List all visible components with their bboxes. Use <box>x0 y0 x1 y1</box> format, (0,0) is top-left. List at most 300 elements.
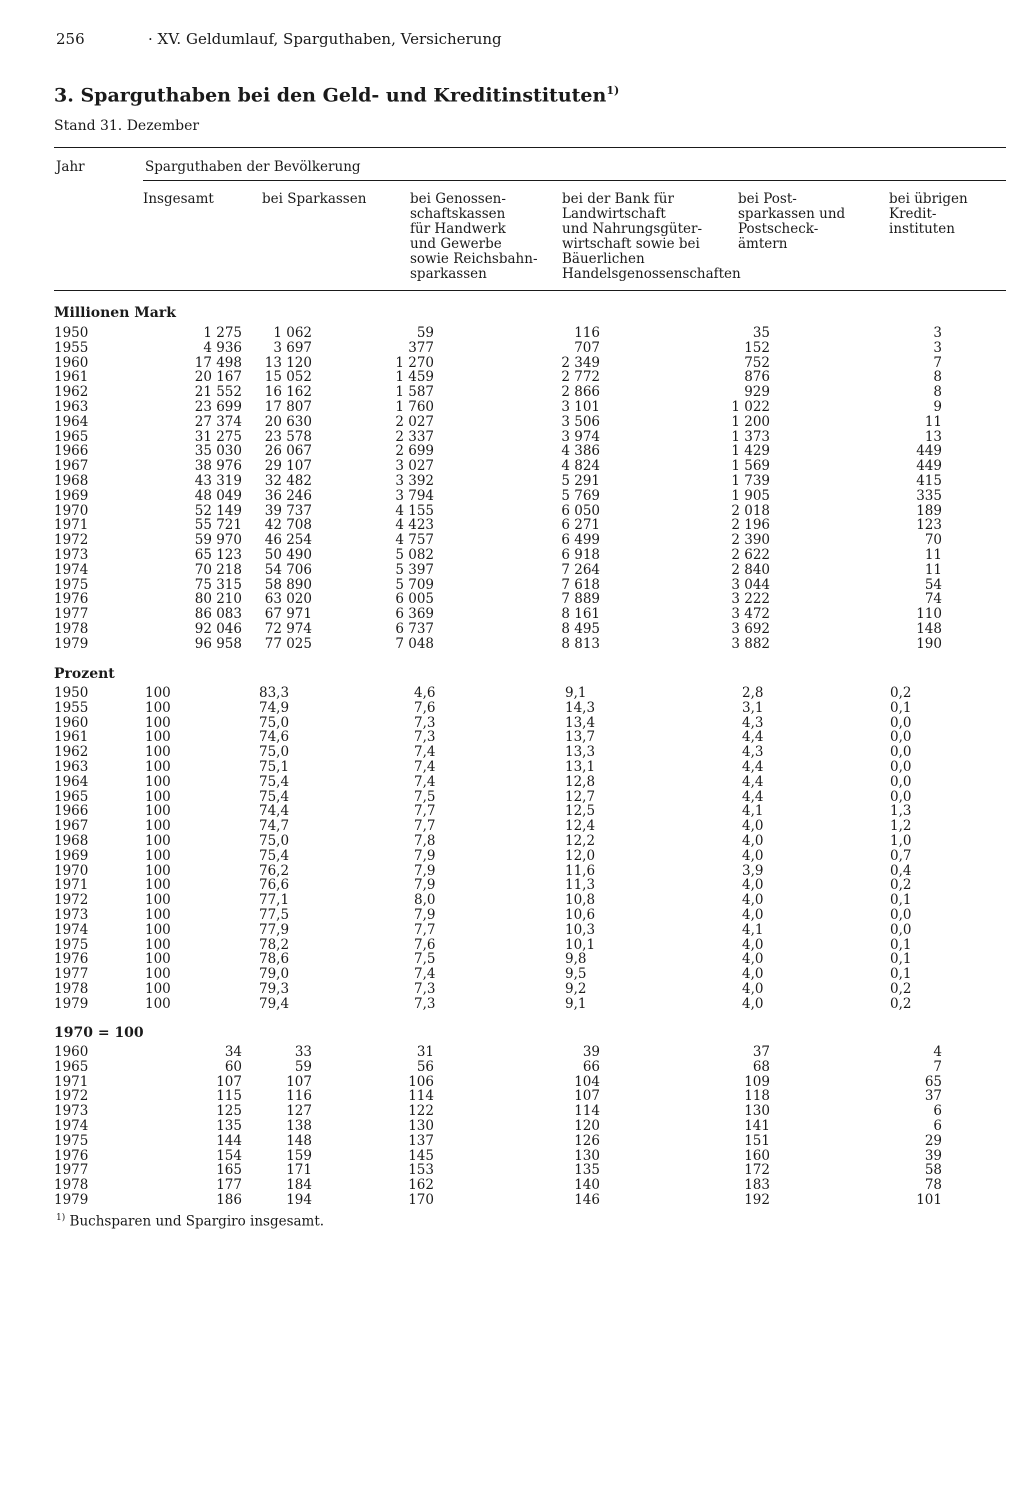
cell-value: 79,0 <box>259 966 290 983</box>
cell-value: 11,6 <box>565 862 596 879</box>
cell-value: 138 <box>286 1117 312 1134</box>
cell-year: 1962 <box>54 384 89 401</box>
cell-value: 126 <box>574 1132 600 1149</box>
cell-value: 75,0 <box>259 832 290 849</box>
cell-value: 0,2 <box>890 980 912 997</box>
cell-value: 1 200 <box>731 413 770 430</box>
cell-value: 4,4 <box>742 773 764 790</box>
cell-value: 76,6 <box>259 877 290 894</box>
table-row <box>54 400 1006 415</box>
cell-value: 7,9 <box>414 877 436 894</box>
cell-value: 876 <box>744 369 770 386</box>
cell-value: 106 <box>408 1073 434 1090</box>
footnote <box>56 1213 324 1230</box>
cell-value: 107 <box>574 1088 600 1105</box>
cell-value: 0,0 <box>890 729 912 746</box>
cell-value: 177 <box>216 1177 242 1194</box>
cell-value: 170 <box>408 1191 434 1208</box>
table-row <box>54 1060 1006 1075</box>
cell-value: 9,1 <box>565 685 587 701</box>
cell-value: 144 <box>216 1132 242 1149</box>
page-number: 256 <box>56 30 85 48</box>
cell-value: 153 <box>408 1162 434 1179</box>
cell-value: 1,0 <box>890 832 912 849</box>
cell-value: 4,3 <box>742 714 764 731</box>
cell-value: 4,0 <box>742 951 764 968</box>
cell-value: 7,4 <box>414 758 436 775</box>
cell-value: 14,3 <box>565 699 596 716</box>
cell-year: 1961 <box>54 729 89 746</box>
cell-value: 9 <box>933 398 942 415</box>
cell-value: 75,4 <box>259 847 290 864</box>
cell-value: 123 <box>916 517 942 534</box>
cell-value: 100 <box>145 788 171 805</box>
cell-value: 7,3 <box>414 980 436 997</box>
cell-year: 1963 <box>54 758 89 775</box>
cell-value: 92 046 <box>194 620 242 637</box>
cell-value: 2 349 <box>561 354 600 371</box>
table-row <box>54 504 1006 519</box>
cell-year: 1960 <box>54 354 89 371</box>
cell-value: 8 161 <box>561 606 600 623</box>
table-row <box>54 908 1006 923</box>
cell-year: 1955 <box>54 339 89 356</box>
cell-value: 31 275 <box>194 428 242 445</box>
header-col-uebrige: bei übrigen Kredit- instituten <box>889 191 968 237</box>
cell-year: 1964 <box>54 413 89 430</box>
cell-year: 1975 <box>54 936 89 953</box>
cell-year: 1972 <box>54 1088 89 1105</box>
cell-value: 3 692 <box>731 620 770 637</box>
cell-year: 1971 <box>54 877 89 894</box>
table-row <box>54 578 1006 593</box>
table-row <box>54 878 1006 893</box>
cell-value: 0,0 <box>890 714 912 731</box>
cell-value: 23 699 <box>194 398 242 415</box>
cell-value: 1 569 <box>731 458 770 475</box>
cell-value: 159 <box>286 1147 312 1164</box>
cell-value: 145 <box>408 1147 434 1164</box>
cell-value: 415 <box>916 472 942 489</box>
cell-value: 56 <box>416 1058 434 1075</box>
cell-value: 104 <box>574 1073 600 1090</box>
footnote-marker: 1) <box>56 1213 66 1223</box>
header-bottom-rule <box>54 290 1006 291</box>
cell-value: 1 459 <box>395 369 434 386</box>
cell-value: 7 889 <box>561 591 600 608</box>
cell-value: 20 167 <box>194 369 242 386</box>
cell-year: 1964 <box>54 773 89 790</box>
cell-value: 43 319 <box>194 472 242 489</box>
cell-value: 1 587 <box>395 384 434 401</box>
cell-value: 125 <box>216 1103 242 1120</box>
cell-value: 7 <box>933 354 942 371</box>
header-group: Sparguthaben der Bevölkerung <box>145 159 361 175</box>
cell-value: 3 027 <box>395 458 434 475</box>
cell-year: 1963 <box>54 398 89 415</box>
table-row <box>54 1134 1006 1149</box>
table-row <box>54 370 1006 385</box>
cell-value: 7,9 <box>414 847 436 864</box>
cell-value: 7,6 <box>414 936 436 953</box>
title-footnote-marker: 1) <box>606 84 620 97</box>
cell-value: 4 386 <box>561 443 600 460</box>
cell-value: 31 <box>416 1044 434 1060</box>
cell-value: 66 <box>582 1058 600 1075</box>
table-row <box>54 701 1006 716</box>
cell-value: 4,0 <box>742 980 764 997</box>
cell-value: 34 <box>224 1044 242 1060</box>
cell-year: 1979 <box>54 1191 89 1208</box>
cell-value: 6 369 <box>395 606 434 623</box>
cell-value: 3,9 <box>742 862 764 879</box>
cell-year: 1950 <box>54 325 89 341</box>
cell-value: 33 <box>294 1044 312 1060</box>
cell-value: 39 <box>924 1147 942 1164</box>
table-row <box>54 622 1006 637</box>
cell-value: 1 739 <box>731 472 770 489</box>
cell-value: 100 <box>145 936 171 953</box>
cell-value: 4 155 <box>395 502 434 519</box>
cell-value: 3 697 <box>273 339 312 356</box>
cell-value: 38 976 <box>194 458 242 475</box>
cell-value: 192 <box>744 1191 770 1208</box>
cell-value: 4,0 <box>742 832 764 849</box>
cell-value: 107 <box>216 1073 242 1090</box>
cell-value: 4,1 <box>742 921 764 938</box>
cell-value: 6 499 <box>561 532 600 549</box>
cell-value: 2 390 <box>731 532 770 549</box>
cell-value: 72 974 <box>264 620 312 637</box>
table-row <box>54 982 1006 997</box>
cell-value: 4 <box>933 1044 942 1060</box>
cell-value: 4,0 <box>742 995 764 1012</box>
cell-value: 100 <box>145 744 171 761</box>
cell-value: 10,6 <box>565 906 596 923</box>
cell-value: 109 <box>744 1073 770 1090</box>
cell-value: 79,3 <box>259 980 290 997</box>
cell-year: 1976 <box>54 951 89 968</box>
cell-value: 12,5 <box>565 803 596 820</box>
cell-value: 122 <box>408 1103 434 1120</box>
header-col-postsparkassen: bei Post- sparkassen und Postscheck- ämtern <box>738 191 846 252</box>
cell-value: 4,6 <box>414 685 436 701</box>
cell-value: 2,8 <box>742 685 764 701</box>
table-row <box>54 1193 1006 1208</box>
cell-value: 79,4 <box>259 995 290 1012</box>
cell-value: 4,4 <box>742 758 764 775</box>
cell-value: 3 506 <box>561 413 600 430</box>
cell-value: 127 <box>286 1103 312 1120</box>
cell-year: 1966 <box>54 443 89 460</box>
cell-value: 37 <box>924 1088 942 1105</box>
table-row <box>54 533 1006 548</box>
cell-value: 183 <box>744 1177 770 1194</box>
cell-year: 1950 <box>54 685 89 701</box>
cell-value: 148 <box>916 620 942 637</box>
cell-year: 1969 <box>54 487 89 504</box>
cell-value: 1,2 <box>890 818 912 835</box>
section-rows-index <box>54 1045 1006 1208</box>
cell-value: 1 062 <box>273 325 312 341</box>
cell-value: 2 840 <box>731 561 770 578</box>
cell-value: 21 552 <box>194 384 242 401</box>
cell-value: 35 030 <box>194 443 242 460</box>
cell-value: 75,0 <box>259 714 290 731</box>
cell-value: 9,8 <box>565 951 587 968</box>
cell-value: 3 882 <box>731 635 770 652</box>
table-title <box>54 84 619 106</box>
cell-value: 7,7 <box>414 818 436 835</box>
table-row <box>54 952 1006 967</box>
cell-value: 707 <box>574 339 600 356</box>
cell-value: 11 <box>924 546 942 563</box>
cell-value: 194 <box>286 1191 312 1208</box>
section-rows-millionen-mark <box>54 326 1006 652</box>
cell-value: 11 <box>924 561 942 578</box>
cell-value: 83,3 <box>259 685 290 701</box>
cell-value: 2 772 <box>561 369 600 386</box>
table-row <box>54 1178 1006 1193</box>
cell-value: 54 706 <box>264 561 312 578</box>
cell-value: 7,3 <box>414 729 436 746</box>
cell-value: 1 905 <box>731 487 770 504</box>
cell-value: 7,9 <box>414 862 436 879</box>
cell-value: 6 737 <box>395 620 434 637</box>
cell-value: 100 <box>145 803 171 820</box>
cell-value: 70 <box>924 532 942 549</box>
cell-value: 29 107 <box>264 458 312 475</box>
cell-value: 55 721 <box>194 517 242 534</box>
cell-value: 120 <box>574 1117 600 1134</box>
cell-value: 152 <box>744 339 770 356</box>
table-row <box>54 563 1006 578</box>
cell-value: 4,4 <box>742 729 764 746</box>
table-row <box>54 686 1006 701</box>
cell-year: 1955 <box>54 699 89 716</box>
cell-value: 7,4 <box>414 773 436 790</box>
cell-value: 50 490 <box>264 546 312 563</box>
cell-value: 100 <box>145 847 171 864</box>
cell-year: 1960 <box>54 714 89 731</box>
cell-year: 1968 <box>54 832 89 849</box>
cell-year: 1972 <box>54 892 89 909</box>
footnote-text: Buchsparen und Spargiro insgesamt. <box>65 1213 325 1230</box>
cell-value: 58 <box>924 1162 942 1179</box>
cell-value: 3,1 <box>742 699 764 716</box>
cell-value: 13,1 <box>565 758 596 775</box>
cell-value: 335 <box>916 487 942 504</box>
cell-value: 5 709 <box>395 576 434 593</box>
cell-year: 1966 <box>54 803 89 820</box>
cell-value: 8 <box>933 384 942 401</box>
cell-value: 17 807 <box>264 398 312 415</box>
cell-value: 0,2 <box>890 877 912 894</box>
cell-value: 4,0 <box>742 892 764 909</box>
cell-value: 8 495 <box>561 620 600 637</box>
cell-year: 1975 <box>54 1132 89 1149</box>
cell-value: 13,4 <box>565 714 596 731</box>
cell-value: 10,8 <box>565 892 596 909</box>
cell-year: 1978 <box>54 620 89 637</box>
cell-value: 12,7 <box>565 788 596 805</box>
table-row <box>54 356 1006 371</box>
cell-value: 7 <box>933 1058 942 1075</box>
cell-value: 4 423 <box>395 517 434 534</box>
table-row <box>54 430 1006 445</box>
cell-value: 0,2 <box>890 995 912 1012</box>
cell-year: 1973 <box>54 906 89 923</box>
cell-value: 77,9 <box>259 921 290 938</box>
cell-value: 7,5 <box>414 951 436 968</box>
section-rows-prozent <box>54 686 1006 1012</box>
table-row <box>54 459 1006 474</box>
cell-value: 4,0 <box>742 818 764 835</box>
cell-value: 70 218 <box>194 561 242 578</box>
cell-value: 3 974 <box>561 428 600 445</box>
cell-year: 1976 <box>54 591 89 608</box>
header-col-sparkassen: bei Sparkassen <box>262 191 367 207</box>
cell-year: 1977 <box>54 606 89 623</box>
cell-value: 8 <box>933 369 942 386</box>
cell-value: 100 <box>145 877 171 894</box>
cell-value: 2 018 <box>731 502 770 519</box>
cell-value: 7 048 <box>395 635 434 652</box>
table-row <box>54 1104 1006 1119</box>
cell-value: 75,4 <box>259 788 290 805</box>
cell-value: 100 <box>145 758 171 775</box>
cell-value: 8 813 <box>561 635 600 652</box>
table-row <box>54 967 1006 982</box>
cell-value: 6 918 <box>561 546 600 563</box>
cell-value: 186 <box>216 1191 242 1208</box>
cell-value: 130 <box>574 1147 600 1164</box>
cell-value: 3 794 <box>395 487 434 504</box>
cell-year: 1973 <box>54 1103 89 1120</box>
cell-value: 135 <box>574 1162 600 1179</box>
cell-value: 752 <box>744 354 770 371</box>
cell-value: 7,7 <box>414 921 436 938</box>
cell-value: 3 044 <box>731 576 770 593</box>
cell-value: 65 <box>924 1073 942 1090</box>
cell-value: 7,3 <box>414 714 436 731</box>
top-rule <box>54 147 1006 148</box>
cell-year: 1971 <box>54 517 89 534</box>
cell-value: 100 <box>145 906 171 923</box>
cell-value: 3 472 <box>731 606 770 623</box>
cell-value: 2 699 <box>395 443 434 460</box>
cell-value: 46 254 <box>264 532 312 549</box>
cell-value: 7,7 <box>414 803 436 820</box>
cell-value: 2 027 <box>395 413 434 430</box>
table-row <box>54 1075 1006 1090</box>
cell-value: 74,9 <box>259 699 290 716</box>
cell-value: 2 622 <box>731 546 770 563</box>
cell-value: 3 392 <box>395 472 434 489</box>
cell-value: 7,8 <box>414 832 436 849</box>
cell-value: 48 049 <box>194 487 242 504</box>
cell-value: 1 760 <box>395 398 434 415</box>
cell-value: 135 <box>216 1117 242 1134</box>
cell-value: 5 291 <box>561 472 600 489</box>
cell-value: 15 052 <box>264 369 312 386</box>
cell-value: 13,3 <box>565 744 596 761</box>
cell-value: 100 <box>145 862 171 879</box>
cell-value: 13 120 <box>264 354 312 371</box>
cell-value: 4,4 <box>742 788 764 805</box>
cell-value: 6 050 <box>561 502 600 519</box>
section-label-prozent: Prozent <box>54 666 115 682</box>
cell-year: 1971 <box>54 1073 89 1090</box>
table-row <box>54 385 1006 400</box>
cell-value: 12,2 <box>565 832 596 849</box>
table-row <box>54 819 1006 834</box>
cell-value: 7 618 <box>561 576 600 593</box>
cell-value: 6 <box>933 1103 942 1120</box>
cell-year: 1968 <box>54 472 89 489</box>
cell-value: 6 005 <box>395 591 434 608</box>
cell-value: 141 <box>744 1117 770 1134</box>
cell-value: 0,1 <box>890 966 912 983</box>
cell-value: 68 <box>752 1058 770 1075</box>
cell-value: 100 <box>145 995 171 1012</box>
cell-year: 1979 <box>54 635 89 652</box>
cell-year: 1972 <box>54 532 89 549</box>
table-row <box>54 1045 1006 1060</box>
table-row <box>54 923 1006 938</box>
cell-value: 36 246 <box>264 487 312 504</box>
cell-value: 1 429 <box>731 443 770 460</box>
cell-value: 130 <box>408 1117 434 1134</box>
cell-value: 75,4 <box>259 773 290 790</box>
cell-year: 1967 <box>54 818 89 835</box>
table-row <box>54 1163 1006 1178</box>
table-row <box>54 489 1006 504</box>
cell-value: 107 <box>286 1073 312 1090</box>
cell-year: 1961 <box>54 369 89 386</box>
table-row <box>54 804 1006 819</box>
cell-year: 1975 <box>54 576 89 593</box>
cell-value: 6 271 <box>561 517 600 534</box>
cell-year: 1978 <box>54 980 89 997</box>
table-row <box>54 1119 1006 1134</box>
cell-value: 39 737 <box>264 502 312 519</box>
cell-value: 58 890 <box>264 576 312 593</box>
cell-value: 75,0 <box>259 744 290 761</box>
cell-value: 5 082 <box>395 546 434 563</box>
cell-year: 1969 <box>54 847 89 864</box>
cell-value: 100 <box>145 980 171 997</box>
cell-value: 2 337 <box>395 428 434 445</box>
cell-value: 3 <box>933 325 942 341</box>
cell-value: 7,4 <box>414 966 436 983</box>
table-row <box>54 938 1006 953</box>
cell-value: 165 <box>216 1162 242 1179</box>
cell-year: 1970 <box>54 862 89 879</box>
cell-year: 1973 <box>54 546 89 563</box>
cell-value: 1 373 <box>731 428 770 445</box>
cell-year: 1977 <box>54 1162 89 1179</box>
cell-value: 7,6 <box>414 699 436 716</box>
cell-value: 151 <box>744 1132 770 1149</box>
cell-value: 190 <box>916 635 942 652</box>
cell-value: 172 <box>744 1162 770 1179</box>
cell-value: 54 <box>924 576 942 593</box>
cell-value: 100 <box>145 951 171 968</box>
cell-value: 171 <box>286 1162 312 1179</box>
cell-value: 100 <box>145 966 171 983</box>
table-row <box>54 849 1006 864</box>
